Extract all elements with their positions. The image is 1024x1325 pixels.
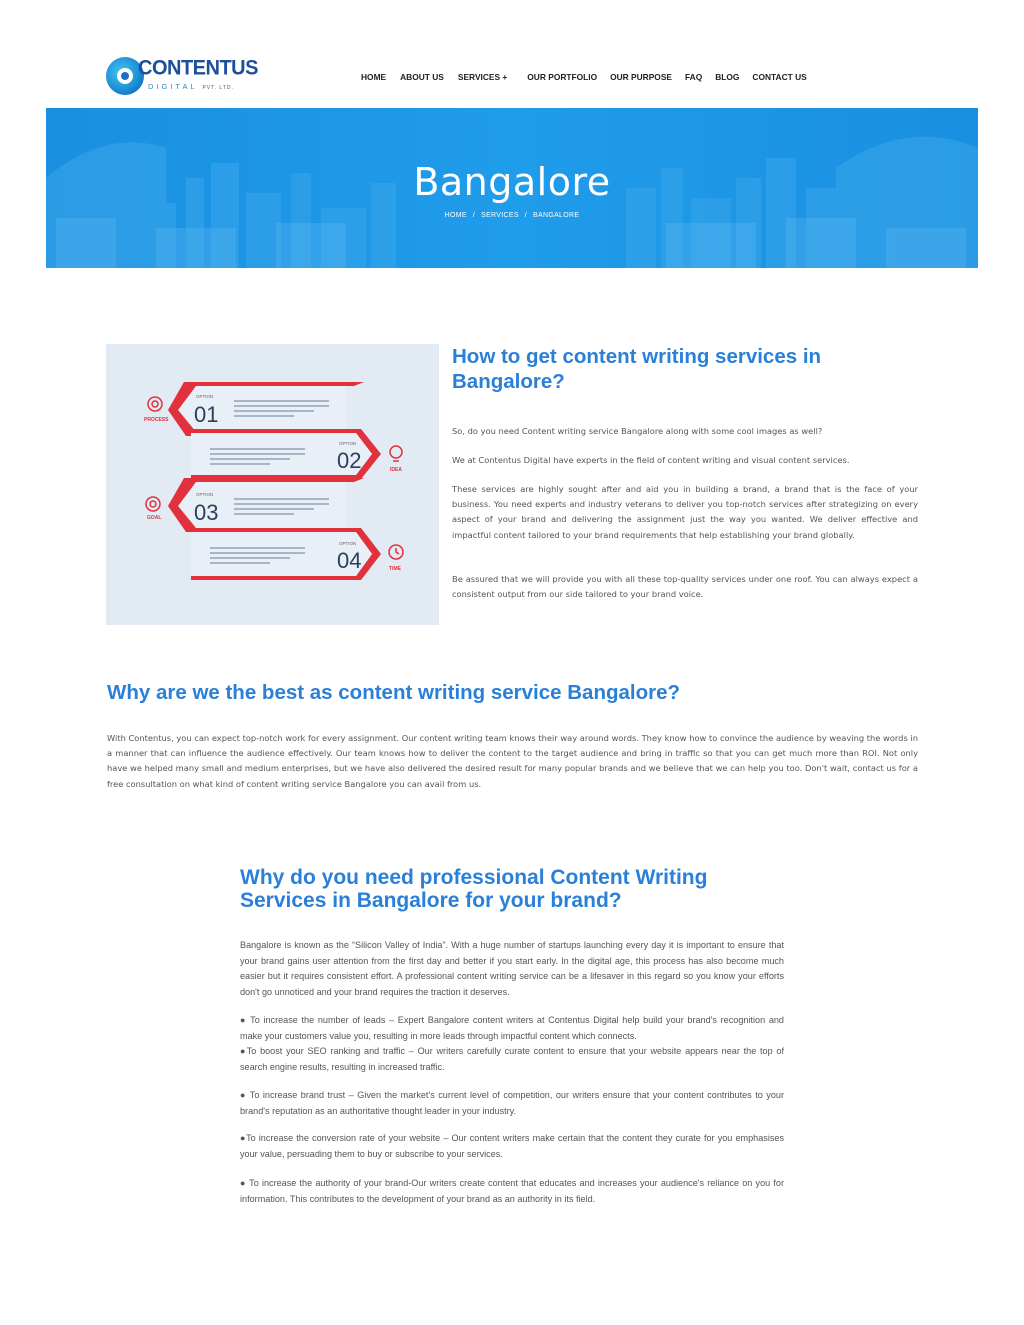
- gear-icon: [148, 397, 162, 411]
- page-banner: [46, 108, 978, 268]
- nav-home[interactable]: HOME: [361, 72, 387, 82]
- main-nav: [361, 71, 807, 85]
- section3-bullets-leads-seo: [240, 1013, 784, 1075]
- options-infographic-image: [106, 344, 439, 625]
- section1-title: How to get content writing services in Bangalore?: [452, 345, 822, 393]
- svg-text:OPTION: OPTION: [196, 492, 214, 497]
- section2-paragraph: With Contentus, you can expect top-notch work for every assignment. Our content writing team knows their way around words. They know how to convince the audience by weaving the words in a manner that can influence the audience effectively. Our team knows how to deliver the content to the target audience and bring in traffic so that you can get much more than ROI. Not only have we helped many small and medium enterprises, but we have also delivered the desired result for many popular brands and we believe that we can help you too. Don't wait, contact us for a free consultation on what kind of content writing service Bangalore you can avail from us.: [107, 733, 918, 789]
- option-01-number: 01: [194, 402, 219, 427]
- svg-text:TIME: TIME: [389, 566, 401, 572]
- section1-paragraph-2: We at Contentus Digital have experts in the field of content writing and visual content services.: [452, 455, 850, 465]
- nav-blog[interactable]: BLOG: [715, 72, 740, 82]
- site-header: [0, 0, 1024, 108]
- section2-title: Why are we the best as content writing service Bangalore?: [107, 681, 681, 704]
- bullet-seo: ●To boost your SEO ranking and traffic – Our writers carefully curate content to ensure that your website appears near the top of search engine results, resulting in increased traffic.: [240, 1046, 784, 1072]
- nav-our-portfolio[interactable]: OUR PORTFOLIO: [527, 72, 598, 82]
- page-title: Bangalore: [413, 160, 611, 204]
- svg-text:GOAL: GOAL: [147, 515, 162, 521]
- option-04-number: 04: [337, 548, 362, 573]
- bullet-leads: ● To increase the number of leads – Expert Bangalore content writers at Contentus Digital help build your brand's recognition and make your customers value you, resulting in more leads through impactful content which connects.: [240, 1015, 784, 1041]
- section1-paragraph-3: These services are highly sought after and aid you in building a brand, a brand that is the face of your business. You need experts and industry veterans to deliver you top-notch services after strategizing on every aspect of your brand and delivering the assignment just the way you wanted. We deliver effective and impactful content tailored to your brand requirements that help establishing your brand globally.: [452, 484, 918, 540]
- breadcrumb-current: BANGALORE: [533, 212, 580, 219]
- bullet-brand-trust: ● To increase brand trust – Given the market's current level of competition, our writers ensure that your content contributes to your brand's reputation as an authoritative thought leader in your industry.: [240, 1090, 784, 1116]
- svg-text:OPTION: OPTION: [196, 394, 214, 399]
- bullet-authority: ● To increase the authority of your brand-Our writers create content that educates and increases your audience's reliance on you for information. This contributes to the development of your brand as an authority in its field.: [240, 1178, 784, 1204]
- breadcrumb-services[interactable]: SERVICES: [481, 212, 519, 219]
- nav-faq[interactable]: FAQ: [685, 72, 703, 82]
- clock-icon: [389, 545, 403, 559]
- logo-name: CONTENTUS: [138, 56, 258, 80]
- bullet-conversion-rate: ●To increase the conversion rate of your website – Our content writers make certain that the content they curate for you emphasises your value, persuading them to buy or subscribe to your services.: [240, 1133, 784, 1159]
- option-02-banner: [191, 429, 381, 479]
- nav-our-purpose[interactable]: OUR PURPOSE: [610, 72, 672, 82]
- section3-paragraph: Bangalore is known as the “Silicon Valley of India”. With a huge number of startups launching every day it is important to ensure that your brand gains user attention from the first day and better if you start early. In the digital age, this process has also become much easier but it requires consistent effort. A professional content writing service can be a lifesaver in this regard so you know your efforts don't go unnoticed and your brand requires the traction it deserves.: [240, 940, 784, 997]
- section3-title: Why do you need professional Content Writing Services in Bangalore for your brand?: [240, 866, 708, 912]
- breadcrumb-home[interactable]: HOME: [444, 212, 467, 219]
- breadcrumb: HOME / SERVICES / BANGALORE: [444, 212, 580, 219]
- option-03-banner: [168, 478, 364, 532]
- logo[interactable]: [104, 55, 258, 99]
- svg-text:OPTION: OPTION: [339, 441, 357, 446]
- option-03-number: 03: [194, 500, 219, 525]
- option-04-banner: [191, 528, 381, 580]
- nav-services[interactable]: SERVICES +: [457, 72, 508, 82]
- svg-text:IDEA: IDEA: [390, 467, 402, 473]
- section1-paragraph-4: Be assured that we will provide you with all these top-quality services under one roof. You can always expect a consistent output from our side tailored to your brand voice.: [452, 574, 918, 600]
- nav-about-us[interactable]: ABOUT US: [400, 72, 444, 82]
- svg-text:OPTION: OPTION: [339, 541, 357, 546]
- svg-text:PROCESS: PROCESS: [144, 417, 169, 423]
- option-02-number: 02: [337, 448, 362, 473]
- lightbulb-icon: [390, 446, 402, 461]
- nav-contact-us[interactable]: CONTACT US: [752, 72, 807, 82]
- logo-sub: DIGITAL PVT. LTD.: [148, 82, 234, 91]
- section1-paragraph-1: So, do you need Content writing service Bangalore along with some cool images as well?: [452, 426, 823, 436]
- target-icon: [146, 497, 160, 511]
- option-01-banner: [168, 382, 364, 436]
